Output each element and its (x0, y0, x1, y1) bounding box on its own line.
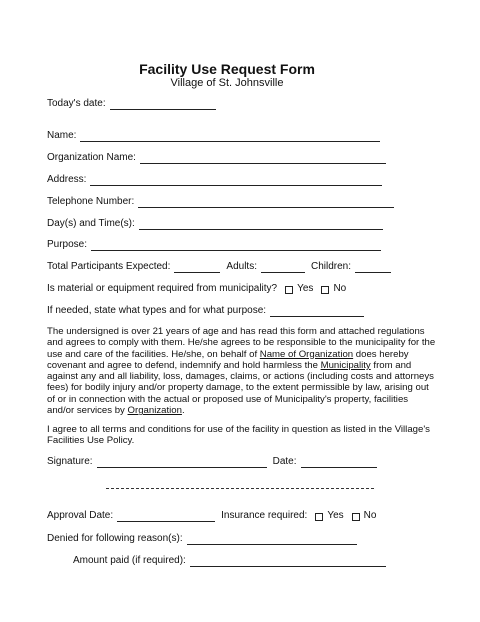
address-row (47, 174, 382, 186)
todays-date-label: Today's date: (47, 98, 106, 109)
insurance-label: Insurance required: (221, 510, 308, 521)
material-no-label: No (333, 283, 347, 294)
days-times-row (47, 218, 383, 230)
days-times-field[interactable] (139, 219, 383, 230)
signature-field[interactable] (97, 457, 267, 468)
material-question: Is material or equipment required from municipality? (47, 283, 278, 294)
agreement-part3: from and against any and all liability, loss, damages, claims, or actions (including costs and attorneys fees) for bodily injury and/or property damage, to the extent permissible by law, arising out of or in connection with the actual or proposed use of Municipality's property, facilities and/or services by (47, 359, 434, 417)
agreement-paragraph (47, 326, 437, 416)
telephone-label: Telephone Number: (47, 196, 135, 207)
agreement-part4: . (181, 405, 185, 417)
denied-row (47, 533, 357, 545)
organization-field[interactable] (140, 153, 386, 164)
municipality-link: Municipality (320, 359, 371, 371)
signature-date-label: Date: (272, 456, 297, 467)
denied-label: Denied for following reason(s): (47, 533, 183, 544)
organization-link: Organization (127, 405, 182, 417)
agreement-part1: The undersigned is over 21 years of age and has read this form and attached regulations and agrees to comply with them. He/she agrees to be responsible to the municipality for the use and care of the facilities. He/she, on behalf of (47, 326, 436, 360)
name-label: Name: (47, 130, 77, 141)
purpose-field[interactable] (91, 240, 381, 251)
if-needed-field[interactable] (270, 306, 364, 317)
material-no-checkbox[interactable] (321, 286, 329, 294)
name-row (47, 130, 380, 142)
purpose-label: Purpose: (47, 239, 88, 250)
telephone-field[interactable] (138, 197, 394, 208)
if-needed-label: If needed, state what types and for what purpose: (47, 305, 267, 316)
approval-row (47, 510, 376, 522)
terms-text: I agree to all terms and conditions for use of the facility in question as listed in the Village's Facilities Use Policy. (47, 424, 430, 447)
name-field[interactable] (80, 131, 380, 142)
organization-row (47, 152, 386, 164)
signature-label: Signature: (47, 456, 93, 467)
children-field[interactable] (355, 262, 391, 273)
approval-date-label: Approval Date: (47, 510, 114, 521)
participants-field[interactable] (174, 262, 220, 273)
agreement-part2: does hereby covenant and agree to defend, indemnify and hold harmless the (47, 348, 409, 371)
insurance-yes-checkbox[interactable] (315, 513, 323, 521)
purpose-row (47, 239, 381, 251)
material-row (47, 283, 346, 295)
todays-date-row (47, 98, 216, 110)
telephone-row (47, 196, 394, 208)
participants-label: Total Participants Expected: (47, 261, 171, 272)
name-of-organization-link: Name of Organization (259, 348, 354, 360)
children-label: Children: (310, 261, 352, 272)
amount-paid-field[interactable] (190, 556, 386, 567)
insurance-no-label: No (363, 510, 377, 521)
organization-label: Organization Name: (47, 152, 136, 163)
insurance-yes-label: Yes (327, 510, 344, 521)
amount-paid-label: Amount paid (if required): (73, 555, 186, 566)
if-needed-row (47, 305, 364, 317)
signature-date-field[interactable] (301, 457, 377, 468)
approval-date-field[interactable] (117, 511, 215, 522)
amount-paid-row (73, 555, 386, 567)
office-use-divider (106, 488, 374, 489)
form-subtitle: Village of St. Johnsville (170, 77, 284, 89)
material-yes-checkbox[interactable] (285, 286, 293, 294)
signature-row (47, 456, 377, 468)
participants-row (47, 261, 391, 273)
address-field[interactable] (90, 175, 382, 186)
material-yes-label: Yes (297, 283, 314, 294)
form-title: Facility Use Request Form (139, 61, 315, 77)
adults-label: Adults: (226, 261, 257, 272)
todays-date-field[interactable] (110, 99, 216, 110)
address-label: Address: (47, 174, 87, 185)
insurance-no-checkbox[interactable] (352, 513, 360, 521)
denied-field[interactable] (187, 534, 357, 545)
days-times-label: Day(s) and Time(s): (47, 218, 135, 229)
adults-field[interactable] (261, 262, 305, 273)
terms-paragraph (47, 424, 437, 447)
